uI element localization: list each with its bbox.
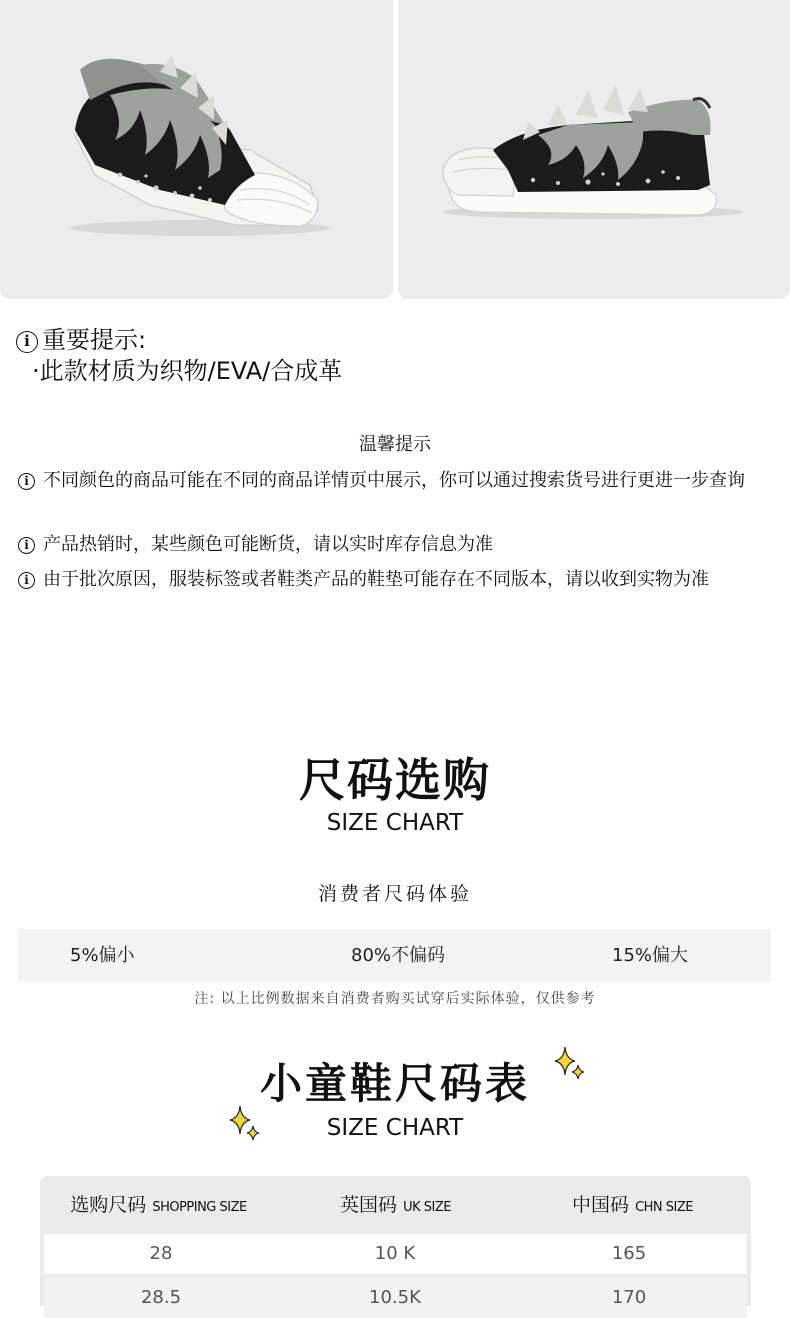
cell-shopping-size: 28 (149, 1243, 173, 1264)
cell-chn-size: 170 (611, 1287, 647, 1308)
info-icon: i (18, 572, 35, 589)
fit-small: 5%偏小 (70, 945, 135, 966)
size-table (40, 1176, 751, 1306)
tip-text: 产品热销时，某些颜色可能断货，请以实时库存信息为准 (43, 534, 493, 555)
cell-shopping-size: 28.5 (140, 1287, 182, 1308)
table-row (44, 1278, 747, 1318)
size-buy-subtitle: SIZE CHART (326, 810, 464, 836)
cell-chn-size: 165 (611, 1243, 647, 1264)
info-icon: i (16, 331, 38, 353)
material-note: ·此款材质为织物/EVA/合成革 (32, 357, 343, 385)
header-cn: 选购尺码 (70, 1194, 147, 1216)
size-buy-title: 尺码选购 (299, 753, 491, 807)
cell-uk-size: 10.5K (369, 1287, 421, 1308)
fit-bar (18, 929, 771, 982)
tip-text: 不同颜色的商品可能在不同的商品详情页中展示，你可以通过搜索货号进行更进一步查询 (43, 470, 745, 491)
sparkle-icon (228, 1104, 262, 1146)
header-en: SHOPPING SIZE (152, 1200, 247, 1215)
header-chn-size (514, 1176, 751, 1234)
table-row (44, 1234, 747, 1274)
header-shopping-size (40, 1176, 277, 1234)
fit-large: 15%偏大 (612, 945, 689, 966)
important-notice-title (16, 325, 146, 355)
tips-heading: 温馨提示 (359, 434, 431, 455)
tip-item (18, 531, 748, 559)
header-en: UK SIZE (403, 1200, 451, 1215)
header-cn: 中国码 (572, 1194, 630, 1216)
product-photo-left (0, 0, 393, 299)
kids-chart-title: 小童鞋尺码表 (259, 1059, 530, 1108)
cell-uk-size: 10 K (374, 1243, 416, 1264)
tip-item (18, 467, 748, 495)
fit-heading: 消费者尺码体验 (317, 883, 472, 905)
product-photo-right (398, 0, 790, 299)
sparkle-icon (553, 1045, 587, 1085)
info-icon: i (18, 473, 35, 490)
important-notice-title-text: 重要提示: (42, 326, 147, 354)
header-en: CHN SIZE (635, 1200, 693, 1215)
tip-text: 由于批次原因，服装标签或者鞋类产品的鞋垫可能存在不同版本，请以收到实物为准 (43, 569, 709, 590)
tip-item (18, 566, 748, 594)
fit-true: 80%不偏码 (351, 945, 446, 966)
kids-chart-subtitle: SIZE CHART (326, 1115, 464, 1141)
info-icon: i (18, 537, 35, 554)
header-cn: 英国码 (340, 1194, 398, 1216)
header-uk-size (277, 1176, 514, 1234)
fit-note: 注: 以上比例数据来自消费者购买试穿后实际体验，仅供参考 (194, 991, 596, 1007)
